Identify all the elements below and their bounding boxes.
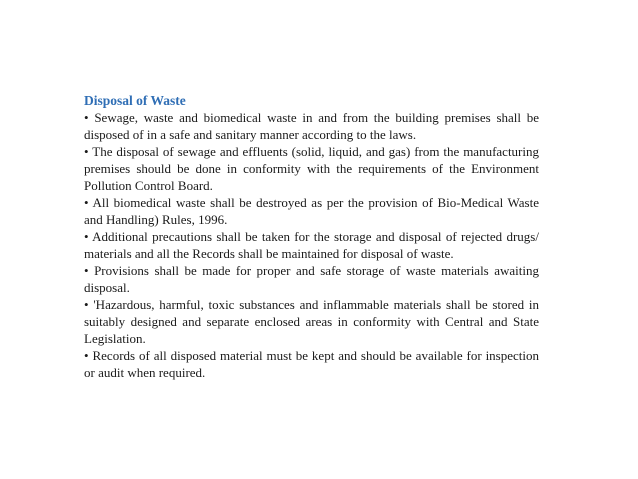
bullet-icon: •: [84, 263, 89, 278]
list-item-text: 'Hazardous, harmful, toxic substances and inflammable materials shall be stored in suitably designed and separate enclosed areas in conformity with Central and State Legislation.: [84, 297, 540, 346]
list-item-text: The disposal of sewage and effluents (solid, liquid, and gas) from the manufacturing premises should be done in conformity with the requirements of the Environment Pollution Control Board.: [84, 144, 539, 193]
bullet-icon: •: [84, 348, 89, 363]
bullet-icon: •: [84, 144, 89, 159]
list-item-text: Additional precautions shall be taken for the storage and disposal of rejected drugs/ materials and all the Records shall be maintained for disposal of waste.: [84, 229, 539, 261]
list-item: [84, 262, 539, 296]
document-content: [84, 92, 539, 381]
bullet-icon: •: [84, 297, 89, 312]
list-item-text: All biomedical waste shall be destroyed as per the provision of Bio-Medical Waste and Handling) Rules, 1996.: [84, 195, 539, 227]
list-item: [84, 194, 539, 228]
list-item: [84, 109, 539, 143]
list-item: [84, 228, 539, 262]
list-item: [84, 347, 539, 381]
list-item-text: Sewage, waste and biomedical waste in and from the building premises shall be disposed of in a safe and sanitary manner according to the laws.: [84, 110, 540, 142]
list-item: [84, 143, 539, 194]
bullet-list: [84, 109, 539, 381]
bullet-icon: •: [84, 229, 89, 244]
section-title: Disposal of Waste: [84, 93, 186, 108]
list-item: [84, 296, 539, 347]
list-item-text: Records of all disposed material must be kept and should be available for inspection or audit when required.: [84, 348, 540, 380]
list-item-text: Provisions shall be made for proper and safe storage of waste materials awaiting disposal.: [84, 263, 539, 295]
bullet-icon: •: [84, 110, 89, 125]
bullet-icon: •: [84, 195, 89, 210]
